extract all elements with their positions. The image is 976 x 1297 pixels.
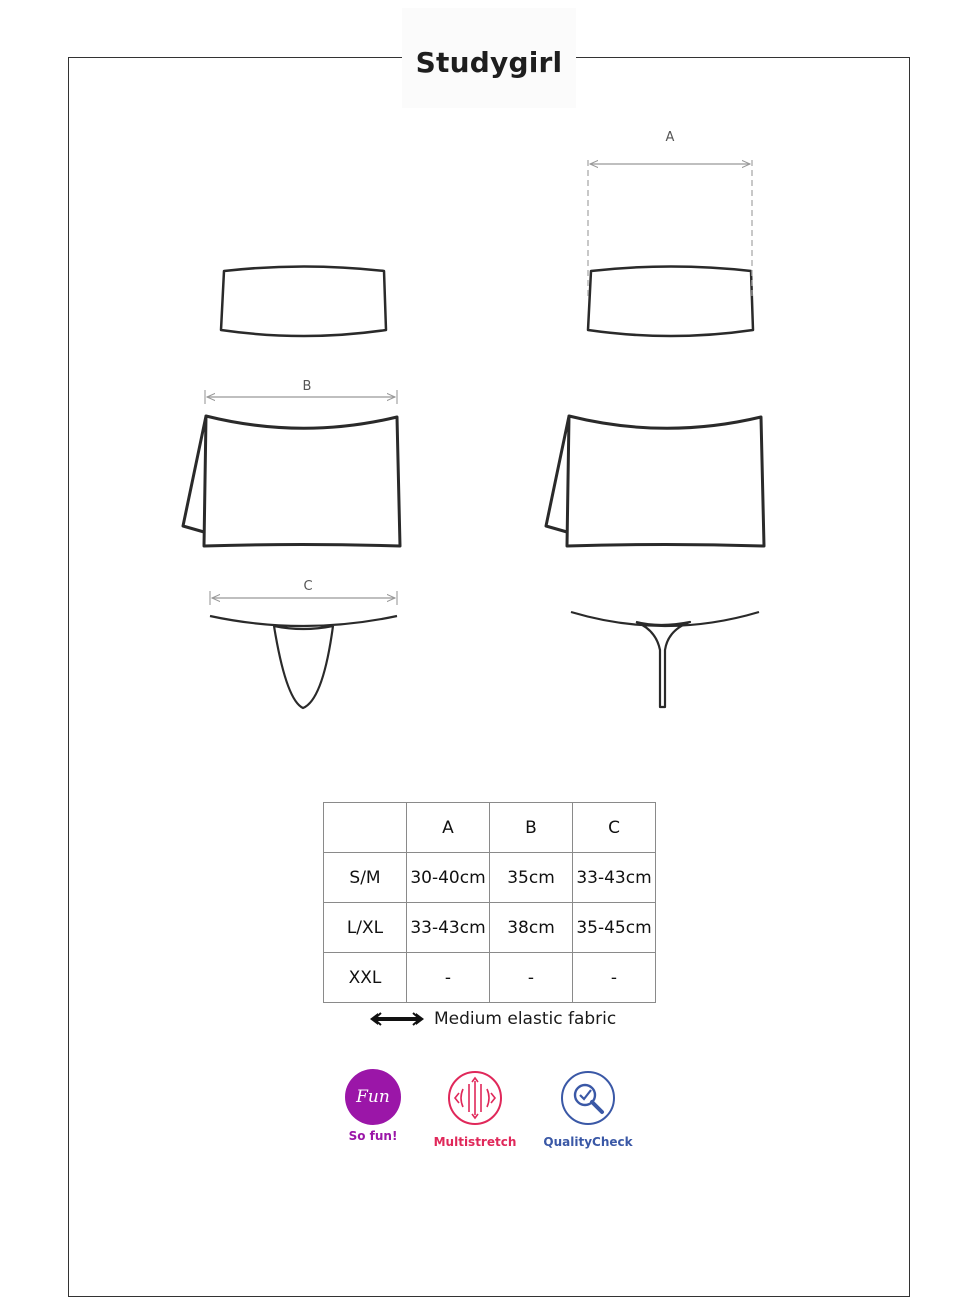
fabric-note <box>368 1009 616 1029</box>
multistretch-icon <box>446 1069 504 1127</box>
table-cell: - <box>490 953 573 1003</box>
table-header-cell: C <box>573 803 656 853</box>
size-table <box>323 802 656 1003</box>
quality-check-icon <box>559 1069 617 1127</box>
double-arrow-icon <box>368 1010 426 1028</box>
table-row <box>324 903 656 953</box>
badge-label: QualityCheck <box>543 1135 633 1149</box>
table-row <box>324 853 656 903</box>
table-row <box>324 953 656 1003</box>
badge-multistretch <box>425 1069 525 1149</box>
table-header-cell <box>324 803 407 853</box>
dim-b-label: B <box>302 379 312 394</box>
page-title: Studygirl <box>415 46 563 79</box>
table-cell: 35-45cm <box>573 903 656 953</box>
top-front-drawing <box>221 267 386 337</box>
skirt-front-drawing <box>183 416 400 546</box>
dim-a-label: A <box>665 130 675 145</box>
thong-front-drawing <box>210 616 397 708</box>
dim-c-label: C <box>303 579 313 594</box>
table-cell: - <box>407 953 490 1003</box>
table-header-cell: B <box>490 803 573 853</box>
badge-quality-check <box>538 1069 638 1149</box>
fabric-note-text: Medium elastic fabric <box>434 1009 617 1029</box>
table-cell: S/M <box>324 853 407 903</box>
table-cell: 38cm <box>490 903 573 953</box>
thong-back-drawing <box>571 612 759 707</box>
top-back-drawing <box>588 267 753 337</box>
badge-label: So fun! <box>348 1129 398 1143</box>
badge-label: Multistretch <box>433 1135 517 1149</box>
badge-so-fun <box>323 1069 423 1143</box>
table-cell: - <box>573 953 656 1003</box>
table-cell: 35cm <box>490 853 573 903</box>
table-cell: 33-43cm <box>407 903 490 953</box>
fun-icon: Fun <box>345 1069 401 1125</box>
table-cell: XXL <box>324 953 407 1003</box>
skirt-back-drawing <box>546 416 764 546</box>
table-header-row <box>324 803 656 853</box>
table-header-cell: A <box>407 803 490 853</box>
table-cell: 30-40cm <box>407 853 490 903</box>
table-cell: L/XL <box>324 903 407 953</box>
table-cell: 33-43cm <box>573 853 656 903</box>
